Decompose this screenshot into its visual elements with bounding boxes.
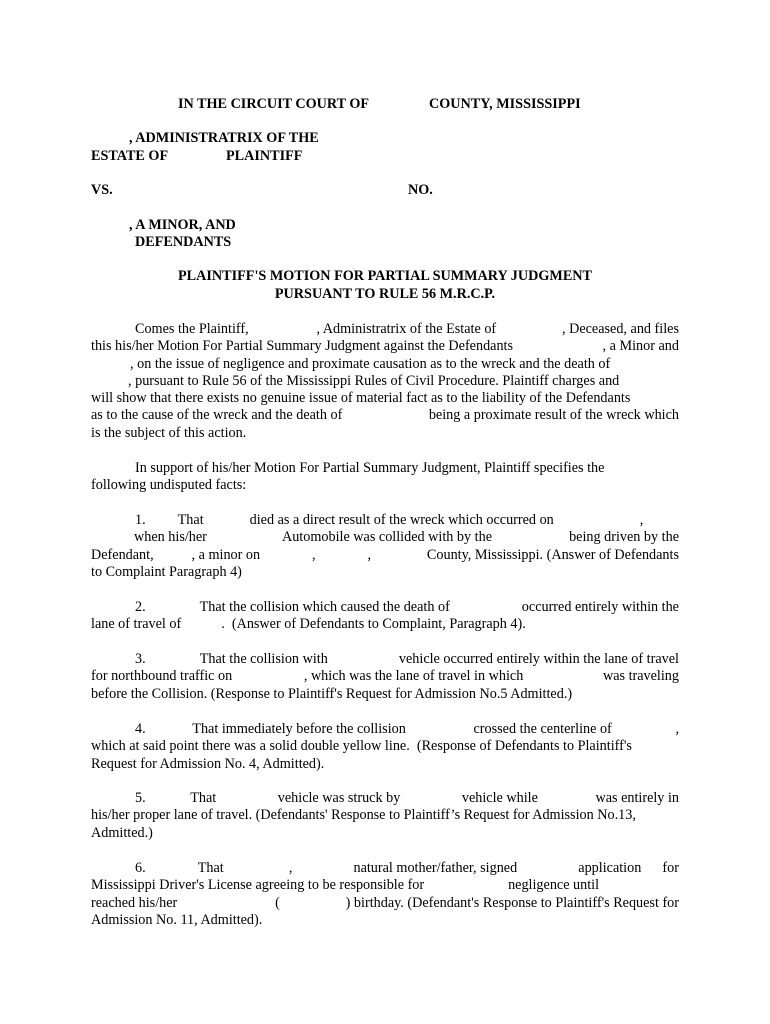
text-line — [91, 686, 679, 703]
text-run: vehicle was struck by — [277, 790, 401, 806]
defendant-line-1: , A MINOR, AND — [129, 217, 236, 233]
text-run: 3. — [135, 651, 146, 667]
text-run: , — [288, 860, 293, 876]
text-run: lane of travel of — [91, 616, 182, 633]
text-run: when his/her — [134, 529, 207, 546]
text-run: died as a direct result of the wreck which occurred on — [249, 512, 554, 528]
plaintiff-line-1: , ADMINISTRATRIX OF THE — [129, 130, 319, 146]
text-line — [91, 599, 679, 616]
text-run: occurred entirely within the — [521, 599, 679, 615]
text-run: reached his/her — [91, 894, 178, 911]
text-run: was traveling — [602, 668, 679, 685]
text-run: being a proximate result of the wreck which — [428, 407, 679, 424]
plaintiff-line-2a: ESTATE OF — [91, 148, 169, 164]
text-run: following undisputed facts: — [91, 477, 247, 494]
text-run: vehicle while — [461, 790, 538, 806]
text-run: , — [639, 512, 644, 528]
text-run: , Administratrix of the Estate of — [316, 321, 497, 337]
text-run: his/her proper lane of travel. (Defendants' Response to Plaintiff’s Request for Admission No.13, — [91, 807, 636, 824]
text-run: That immediately before the collision — [192, 721, 406, 737]
fact-3 — [91, 651, 679, 703]
motion-title-line-1: PLAINTIFF'S MOTION FOR PARTIAL SUMMARY JUDGMENT — [178, 268, 592, 284]
case-number-label: NO. — [408, 182, 433, 198]
text-run: this his/her Motion For Partial Summary Judgment against the Defendants — [91, 338, 514, 355]
text-run: before the Collision. (Response to Plaintiff's Request for Admission No.5 Admitted.) — [91, 685, 573, 702]
text-line — [91, 390, 679, 407]
text-run: ) birthday. (Defendant's Response to Plaintiff's Request for — [345, 894, 679, 911]
text-run: Defendant, — [91, 546, 154, 563]
text-line — [91, 356, 679, 373]
motion-title-line-2: PURSUANT TO RULE 56 M.R.C.P. — [274, 286, 496, 302]
text-run: 4. — [135, 721, 146, 737]
text-line — [91, 860, 679, 877]
text-line — [91, 895, 679, 912]
text-line — [91, 912, 679, 929]
text-run: , — [675, 721, 679, 737]
text-run: Admission No. 11, Admitted). — [91, 911, 263, 928]
court-heading-left: IN THE CIRCUIT COURT OF — [178, 96, 370, 112]
text-run: crossed the centerline of — [473, 721, 612, 737]
fact-2 — [91, 599, 679, 634]
text-run: , a Minor and — [602, 338, 679, 355]
text-run: application — [578, 860, 642, 876]
text-run: negligence until — [508, 877, 600, 894]
text-run: Automobile was collided with by the — [281, 529, 492, 546]
text-run: Admitted.) — [91, 824, 153, 841]
text-run: 5. — [135, 790, 146, 806]
text-run: That the collision which caused the death of — [199, 599, 450, 615]
text-run: for northbound traffic on — [91, 668, 233, 685]
text-run: for — [662, 860, 679, 876]
text-run: Request for Admission No. 4, Admitted). — [91, 755, 325, 772]
text-line — [91, 407, 679, 424]
text-run: , — [312, 546, 316, 563]
text-line — [91, 338, 679, 355]
text-line — [91, 668, 679, 685]
text-run: , Deceased, and files — [561, 321, 679, 337]
fact-5 — [91, 790, 679, 842]
text-line — [91, 790, 679, 807]
text-line — [91, 877, 679, 894]
text-line — [91, 373, 679, 390]
intro-paragraph — [91, 321, 679, 442]
text-run: , — [367, 546, 372, 563]
text-run: which at said point there was a solid double yellow line. (Response of Defendants to Plaintiff's — [91, 738, 632, 755]
defendants-label: DEFENDANTS — [135, 234, 232, 250]
text-run: Mississippi Driver's License agreeing to be responsible for — [91, 877, 425, 894]
text-run: was entirely in — [595, 790, 679, 806]
text-run: Comes the Plaintiff, — [135, 321, 249, 337]
text-run: County, Mississippi. (Answer of Defendants — [426, 546, 679, 563]
text-line — [91, 564, 679, 581]
text-line — [91, 738, 679, 755]
text-run: That — [177, 512, 204, 528]
support-paragraph — [91, 460, 679, 495]
text-run: as to the cause of the wreck and the death of — [91, 407, 343, 424]
text-run: , on the issue of negligence and proximate causation as to the wreck and the death of — [130, 355, 611, 372]
text-line — [91, 529, 679, 546]
text-run: will show that there exists no genuine issue of material fact as to the liability of the Defendants — [91, 390, 631, 407]
text-run: being driven by the — [569, 529, 679, 546]
plaintiff-label: PLAINTIFF — [226, 148, 303, 164]
text-run: In support of his/her Motion For Partial Summary Judgment, Plaintiff specifies the — [135, 460, 605, 476]
versus-label: VS. — [91, 182, 113, 198]
text-run: That — [190, 790, 217, 806]
text-run: . (Answer of Defendants to Complaint, Paragraph 4). — [221, 616, 526, 633]
text-run: That — [197, 860, 224, 876]
court-heading-right: COUNTY, MISSISSIPPI — [429, 96, 581, 112]
text-run: to Complaint Paragraph 4) — [91, 563, 242, 580]
text-run: 1. — [135, 512, 146, 528]
text-run: is the subject of this action. — [91, 424, 247, 441]
text-run: 2. — [135, 599, 146, 615]
text-line — [91, 547, 679, 564]
text-run: , a minor on — [191, 546, 261, 563]
text-line — [91, 460, 679, 477]
text-line — [91, 616, 679, 633]
text-line — [91, 512, 679, 529]
text-run: 6. — [135, 860, 146, 876]
text-run: natural mother/father, signed — [353, 860, 518, 876]
text-line — [91, 477, 679, 494]
text-run: ( — [275, 894, 280, 911]
text-line — [91, 756, 679, 773]
text-line — [91, 807, 679, 824]
text-run: That the collision with — [199, 651, 328, 667]
fact-6 — [91, 860, 679, 929]
text-run: , pursuant to Rule 56 of the Mississippi Rules of Civil Procedure. Plaintiff charges and — [128, 372, 620, 389]
text-line — [91, 321, 679, 338]
text-run: , which was the lane of travel in which — [303, 668, 524, 685]
text-line — [91, 721, 679, 738]
text-line — [91, 825, 679, 842]
text-line — [91, 651, 679, 668]
text-line — [91, 425, 679, 442]
text-run: vehicle occurred entirely within the lane of travel — [398, 651, 679, 667]
fact-1 — [91, 512, 679, 581]
fact-4 — [91, 721, 679, 773]
